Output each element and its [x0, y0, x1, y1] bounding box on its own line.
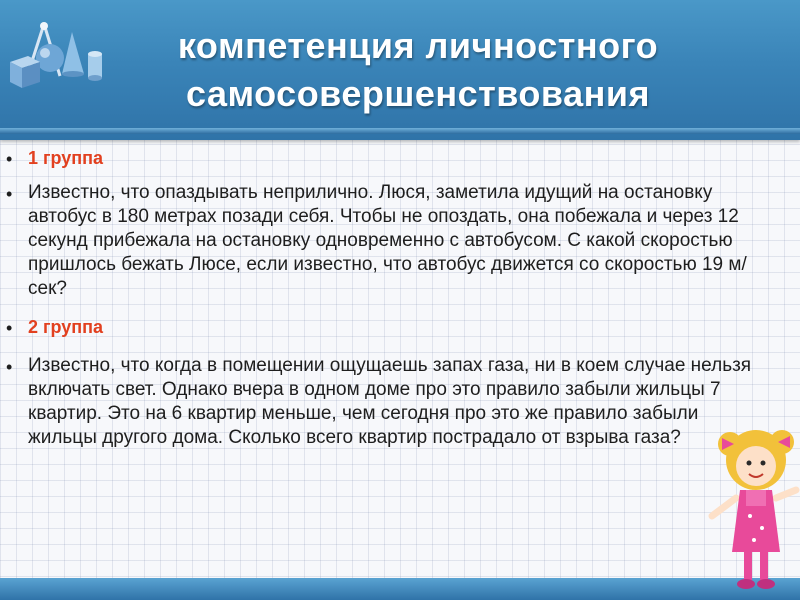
page-title — [88, 22, 748, 118]
bullet-marker: • — [6, 357, 13, 377]
bullet-marker: • — [6, 149, 13, 169]
list-item-group-2 — [0, 315, 780, 340]
cartoon-girl-icon — [706, 420, 800, 600]
problem-2-text: Известно, что когда в помещении ощущаешь запах газа, ни в коем случае нельзя включать свет. Однако вчера в одном доме про это правило забыли жильцы 7 квартир. Это на 6 квартир меньше, чем сегодня про это же правило забыли жильцы другого дома. Сколько всего квартир пострадало от взрыва газа? — [28, 355, 752, 448]
group-2-label: 2 группа — [28, 317, 104, 337]
footer-bar — [0, 578, 800, 600]
bullet-list — [0, 142, 780, 450]
bullet-marker: • — [6, 318, 13, 338]
group-1-label: 1 группа — [28, 148, 104, 168]
header-bar — [0, 0, 800, 140]
title-line-1: компетенция личностного — [177, 25, 659, 66]
list-item-group-1 — [0, 146, 780, 171]
list-item-problem-2 — [0, 354, 780, 450]
title-line-2: самосовершенствования — [186, 73, 650, 114]
problem-1-text: Известно, что опаздывать неприлично. Люся, заметила идущий на остановку автобус в 180 метрах позади себя. Чтобы не опоздать, она побежала и через 12 секунд прибежала на остановку одновременно с автобусом. С какой скоростью пришлось бежать Люсе, если известно, что автобус движется со скоростью 19 м/сек? — [28, 182, 747, 299]
header-divider — [0, 128, 800, 134]
bullet-marker: • — [6, 184, 13, 204]
list-item-problem-1 — [0, 181, 780, 301]
